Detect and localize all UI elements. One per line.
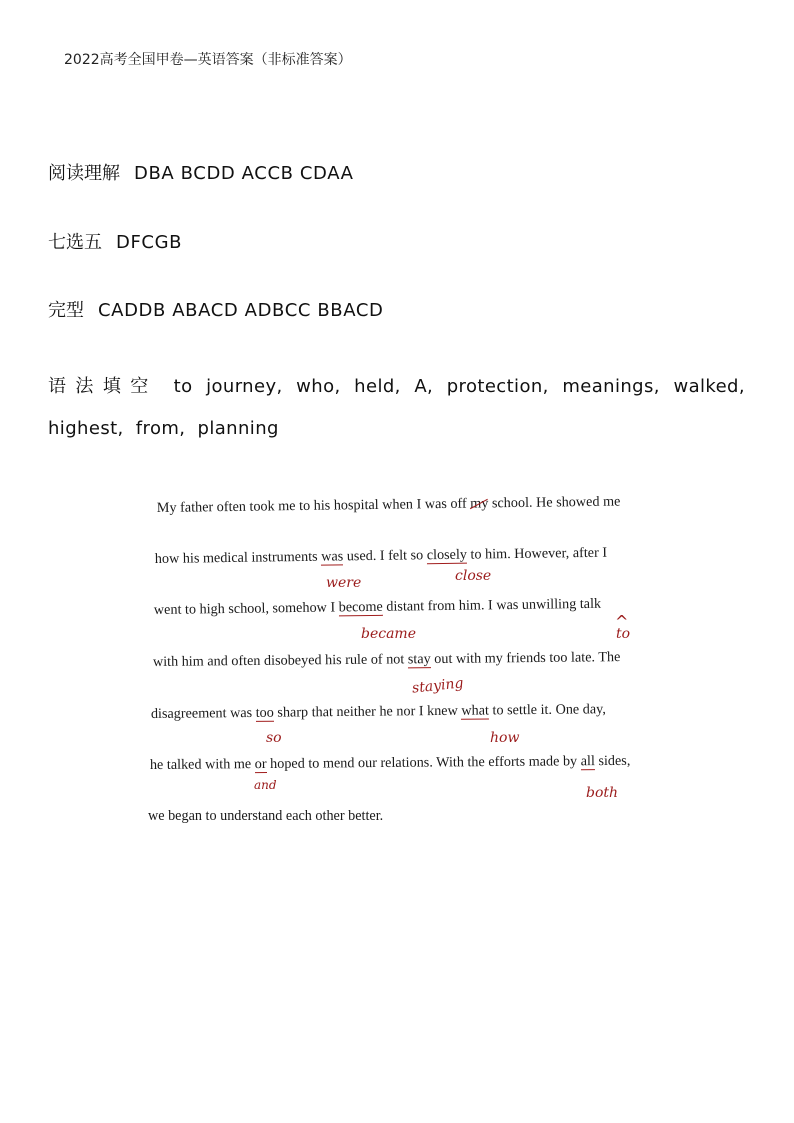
passage-text: went to high school, somehow I bbox=[153, 599, 339, 619]
document-title: 2022高考全国甲卷—英语答案（非标准答案） bbox=[64, 52, 352, 68]
deleted-word: my bbox=[470, 495, 489, 512]
passage-text: sharp that neither he nor I knew bbox=[273, 702, 462, 721]
seven-five-answers-line bbox=[48, 231, 182, 255]
reading-answers-line bbox=[48, 162, 354, 186]
grammar-answers: to journey, who, held, A, protection, meanings, walked, highest, from, planning bbox=[48, 376, 746, 439]
underlined-error: was bbox=[321, 548, 344, 565]
passage-line-3 bbox=[154, 596, 601, 619]
passage-text: to settle it. One day, bbox=[488, 701, 606, 719]
passage-text: distant from him. I was unwilling talk bbox=[382, 595, 602, 615]
handwritten-fix-to: to bbox=[616, 626, 631, 642]
cloze-answers: CADDB ABACD ADBCC BBACD bbox=[98, 300, 384, 321]
underlined-error: become bbox=[338, 598, 383, 616]
handwritten-fix-both: both bbox=[586, 785, 619, 801]
passage-line-7 bbox=[148, 808, 383, 825]
reading-label: 阅读理解 bbox=[48, 163, 120, 184]
passage-line-1 bbox=[157, 494, 621, 517]
seven-five-label: 七选五 bbox=[48, 232, 102, 253]
passage-line-2 bbox=[155, 545, 607, 568]
passage-line-6 bbox=[150, 753, 631, 774]
handwritten-fix-how: how bbox=[490, 730, 520, 746]
cloze-label: 完型 bbox=[48, 300, 84, 321]
passage-text: disagreement was bbox=[150, 704, 256, 723]
handwritten-fix-and: and bbox=[254, 778, 277, 792]
underlined-error: what bbox=[461, 702, 490, 719]
grammar-label: 语法填空 bbox=[48, 376, 158, 397]
insert-caret-icon: ^ bbox=[615, 612, 629, 631]
handwritten-fix-staying: staying bbox=[411, 675, 465, 697]
passage-text: how his medical instruments bbox=[154, 548, 322, 568]
seven-five-answers: DFCGB bbox=[116, 232, 183, 253]
passage-text: school. He showed me bbox=[488, 493, 621, 512]
error-correction-passage bbox=[140, 480, 680, 830]
passage-text: hoped to mend our relations. With the efforts made by bbox=[266, 753, 581, 772]
passage-text: he talked with me bbox=[149, 756, 255, 773]
handwritten-fix-were: were bbox=[326, 575, 362, 591]
handwritten-fix-became: became bbox=[361, 626, 416, 642]
passage-text: we began to understand each other better. bbox=[148, 808, 384, 824]
cloze-answers-line bbox=[48, 299, 383, 323]
handwritten-fix-so: so bbox=[266, 730, 282, 746]
underlined-error: closely bbox=[426, 546, 468, 564]
underlined-error: too bbox=[255, 704, 274, 721]
underlined-error: all bbox=[580, 753, 595, 770]
passage-text: out with my friends too late. The bbox=[430, 649, 621, 668]
grammar-answers-block bbox=[48, 366, 745, 450]
passage-text: My father often took me to his hospital when I was off bbox=[156, 495, 471, 517]
underlined-error: stay bbox=[407, 651, 431, 668]
passage-line-5 bbox=[151, 701, 606, 723]
reading-answers: DBA BCDD ACCB CDAA bbox=[134, 163, 354, 184]
passage-text: with him and often disobeyed his rule of not bbox=[152, 651, 408, 671]
passage-text: sides, bbox=[594, 752, 631, 770]
handwritten-fix-close: close bbox=[455, 568, 492, 584]
passage-text: to him. However, after I bbox=[466, 544, 608, 563]
passage-line-4 bbox=[153, 649, 621, 671]
passage-text: used. I felt so bbox=[343, 547, 427, 565]
underlined-error: or bbox=[254, 755, 267, 773]
